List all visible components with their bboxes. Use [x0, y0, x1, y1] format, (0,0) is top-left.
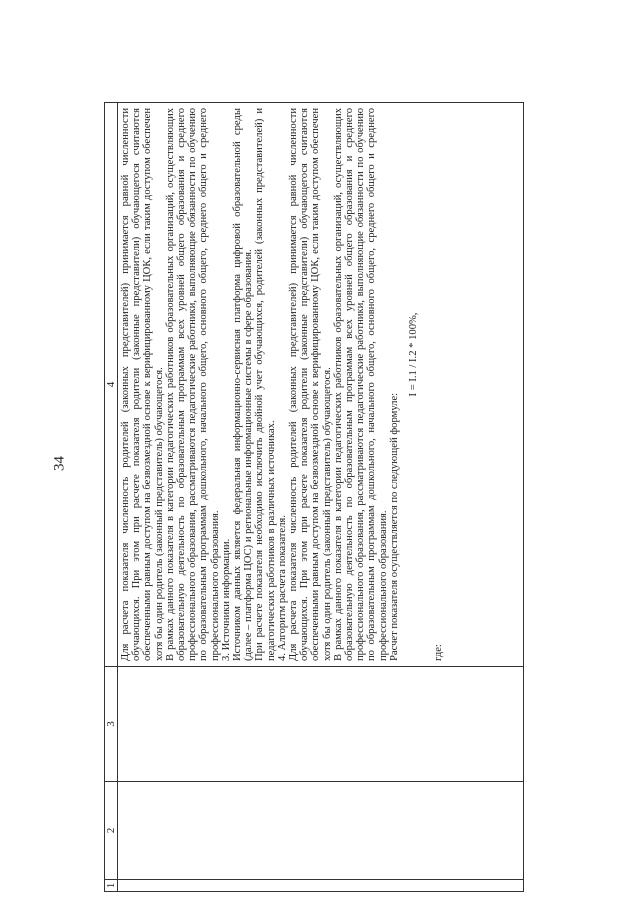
paragraph: Расчет показателя осуществляется по следующей формуле: [388, 392, 400, 661]
table-header-row [105, 103, 118, 892]
cell-col-1 [118, 880, 524, 892]
section-heading: 3. Источники информации. [220, 538, 232, 661]
paragraph: Для расчета показателя численность родителей (законных представителей) принимается равной численности обучающихся. При этом при расчете показателя родители (законные представители) обучающегося считаются обеспеченными равным доступом на безвозмездной основе к верифицированному ЦОК, если таким доступом обеспечен хотя бы один родитель (законный представитель) обучающегося. [120, 108, 165, 661]
indicator-table [104, 102, 524, 892]
cell-col-4 [118, 103, 524, 667]
header-cell-1: 1 [105, 880, 118, 892]
paragraph: При расчете показателя необходимо исключить двойной учет обучающихся, родителей (законных представителей) и педагогических работников в различных источниках. [254, 108, 277, 661]
cell-col-2 [118, 782, 524, 880]
section-heading: 4. Алгоритм расчета показателя. [276, 515, 288, 661]
paragraph: Для расчета показателя численность родителей (законных представителей) принимается равной численности обучающихся. При этом при расчете показателя родители (законные представители) обучающегося считаются обеспеченными равным доступом на безвозмездной основе к верифицированному ЦОК, если таким доступом обеспечен хотя бы один родитель (законный представитель) обучающегося. [288, 108, 333, 661]
page-number: 34 [51, 456, 68, 471]
header-cell-3: 3 [105, 667, 118, 782]
table-row [118, 103, 524, 892]
where-label: где: [433, 644, 445, 661]
header-cell-4: 4 [105, 103, 118, 667]
header-cell-2: 2 [105, 782, 118, 880]
paragraph: В рамках данного показателя в категории педагогических работников образовательных организаций, осуществляющих образовательную деятельность по образовательным программам всех уровней общего образования и среднего профессионального образования, рассматриваются педагогические работники, выполняющие обязанности по обучению по образовательным программам дошкольного, начального общего, основного общего, среднего общего и среднего профессионального образования. [332, 108, 389, 661]
formula: I = I.1 / I.2 * 100%, [408, 312, 420, 397]
paragraph: В рамках данного показателя в категории педагогических работников образовательных организаций, осуществляющих образовательную деятельность по образовательным программам всех уровней общего образования и среднего профессионального образования, рассматриваются педагогические работники, выполняющие обязанности по обучению по образовательным программам дошкольного, начального общего, основного общего, среднего общего и среднего профессионального образования. [164, 108, 221, 661]
paragraph: Источником данных является федеральная информационно-сервисная платформа цифровой образовательной среды (далее – платформа ЦОС) и региональные информационные системы в сфере образования. [232, 108, 255, 661]
cell-col-3 [118, 667, 524, 782]
rotated-content [104, 102, 524, 892]
